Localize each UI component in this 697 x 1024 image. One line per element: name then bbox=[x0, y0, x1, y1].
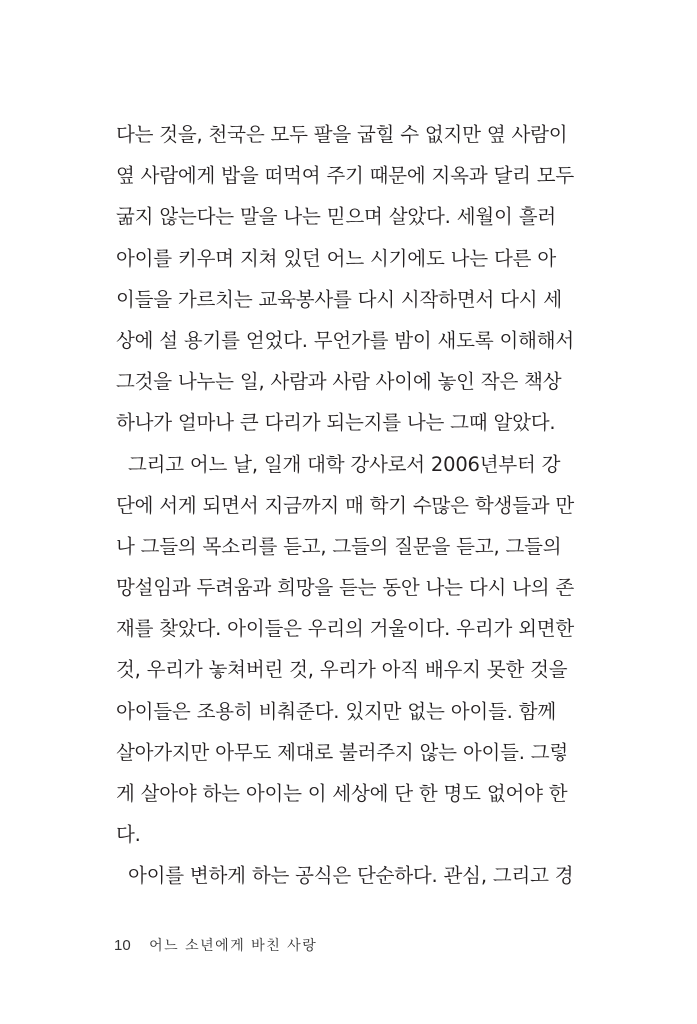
text-line: 이들을 가르치는 교육봉사를 다시 시작하면서 다시 세 bbox=[116, 287, 563, 311]
text-line: 그것을 나누는 일, 사람과 사람 사이에 놓인 작은 책상 bbox=[116, 370, 562, 394]
text-line: 재를 찾았다. 아이들은 우리의 거울이다. 우리가 외면한 bbox=[116, 617, 575, 641]
text-line: 게 살아야 하는 아이는 이 세상에 단 한 명도 없어야 한 bbox=[116, 782, 568, 805]
text-line: 아이를 키우며 지쳐 있던 어느 시기에도 나는 다른 아 bbox=[116, 246, 556, 270]
text-line-paragraph-start: 아이를 변하게 하는 공식은 단순하다. 관심, 그리고 경 bbox=[128, 864, 574, 888]
text-line: 상에 설 용기를 얻었다. 무언가를 밤이 새도록 이해해서 bbox=[116, 328, 575, 352]
text-line: 단에 서게 되면서 지금까지 매 학기 수많은 학생들과 만 bbox=[116, 493, 575, 517]
text-line: 옆 사람에게 밥을 떠먹여 주기 때문에 지옥과 달리 모두 bbox=[116, 164, 575, 188]
text-line: 다는 것을, 천국은 모두 팔을 굽힐 수 없지만 옆 사람이 bbox=[116, 123, 568, 146]
text-line: 살아가지만 아무도 제대로 불러주지 않는 아이들. 그렇 bbox=[116, 740, 569, 764]
text-line: 망설임과 두려움과 희망을 듣는 동안 나는 다시 나의 존 bbox=[116, 576, 575, 600]
text-line: 나 그들의 목소리를 듣고, 그들의 질문을 듣고, 그들의 bbox=[116, 534, 562, 558]
running-title: 어느 소년에게 바친 사랑 bbox=[149, 938, 318, 954]
page-number: 10 bbox=[114, 937, 131, 954]
text-line: 굶지 않는다는 말을 나는 믿으며 살았다. 세월이 흘러 bbox=[116, 205, 556, 229]
body-text bbox=[116, 114, 575, 897]
text-line: 것, 우리가 놓쳐버린 것, 우리가 아직 배우지 못한 것을 bbox=[116, 658, 568, 682]
text-line: 다. bbox=[116, 823, 141, 847]
text-line-paragraph-start: 그리고 어느 날, 일개 대학 강사로서 2006년부터 강 bbox=[128, 452, 561, 476]
text-line: 하나가 얼마나 큰 다리가 되는지를 나는 그때 알았다. bbox=[116, 411, 556, 435]
text-line: 아이들은 조용히 비춰준다. 있지만 없는 아이들. 함께 bbox=[116, 699, 556, 723]
page-footer bbox=[114, 935, 317, 955]
